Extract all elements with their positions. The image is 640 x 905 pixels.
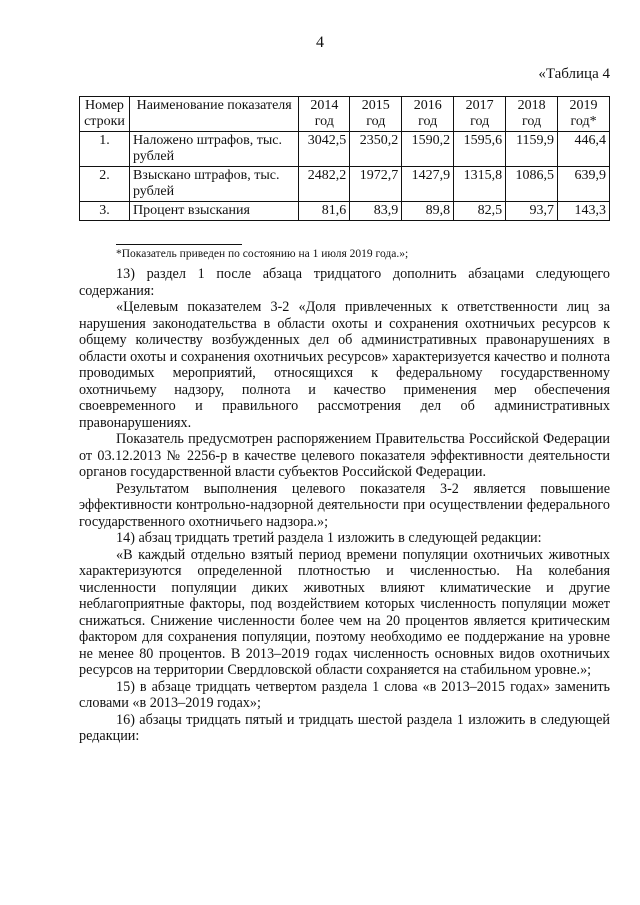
value-2019: 446,4: [558, 132, 610, 167]
value-2016: 89,8: [402, 202, 454, 221]
paragraph: «В каждый отдельно взятый период времени популяции охотничьих животных характеризуются определенной плотностью и численностью. На колебания численности популяции диких животных влияют климатические и другие неблагоприятные факторы, под воздействием которых численность популяции может снижаться. Снижение численности более чем на 20 процентов является критическим фактором для сохранения популяции, поэтому необходимо ее поддержание на уровне не менее 80 процентов. В 2013–2019 годах численность основных видов охотничьих ресурсов на территории Свердловской области сохраняется на стабильном уровне.»;: [79, 546, 610, 678]
indicator-name: Взыскано штрафов, тыс. рублей: [129, 167, 298, 202]
paragraph: 16) абзацы тридцать пятый и тридцать шестой раздела 1 изложить в следующей редакции:: [79, 711, 610, 744]
page-number: 4: [316, 34, 324, 51]
header-year-2014: 2014 год: [299, 97, 350, 132]
header-year-2016: 2016 год: [402, 97, 454, 132]
header-row-number: Номер строки: [80, 97, 130, 132]
paragraph: 14) абзац тридцать третий раздела 1 изложить в следующей редакции:: [116, 530, 542, 546]
value-2014: 3042,5: [299, 132, 350, 167]
statistics-table: [79, 96, 610, 221]
footnote: *Показатель приведен по состоянию на 1 июля 2019 года.»;: [116, 248, 409, 260]
value-2018: 93,7: [506, 202, 558, 221]
value-2017: 1315,8: [454, 167, 506, 202]
indicator-name: Процент взыскания: [129, 202, 298, 221]
value-2017: 1595,6: [454, 132, 506, 167]
indicator-name: Наложено штрафов, тыс. рублей: [129, 132, 298, 167]
table-header-row: [80, 97, 610, 132]
table-row: [80, 202, 610, 221]
paragraph: 15) в абзаце тридцать четвертом раздела 1 слова «в 2013–2015 годах» заменить словами «в 2013–2019 годах»;: [79, 678, 610, 711]
value-2015: 1972,7: [350, 167, 402, 202]
document-body: [79, 266, 610, 745]
table-caption: «Таблица 4: [538, 66, 610, 82]
value-2015: 83,9: [350, 202, 402, 221]
value-2018: 1086,5: [506, 167, 558, 202]
row-number: 2.: [80, 167, 130, 202]
value-2018: 1159,9: [506, 132, 558, 167]
value-2016: 1590,2: [402, 132, 454, 167]
value-2016: 1427,9: [402, 167, 454, 202]
header-indicator-name: Наименование показателя: [129, 97, 298, 132]
paragraph: «Целевым показателем 3-2 «Доля привлеченных к ответственности лиц за нарушения законодательства в области охоты и сохранения охотничьих ресурсов к общему количеству возбужденных дел об административных правонарушениях в области охоты и сохранения охотничьих ресурсов» характеризуется качество и полнота проводимых мероприятий, относящихся к федеральному государственному охотничьему надзору, полнота и качество применения мер обеспечения своевременного и правильного рассмотрения дел об административных правонарушениях.: [79, 299, 610, 431]
header-year-2019: 2019 год*: [558, 97, 610, 132]
row-number: 1.: [80, 132, 130, 167]
value-2015: 2350,2: [350, 132, 402, 167]
footnote-divider: [116, 244, 242, 245]
table-row: [80, 167, 610, 202]
row-number: 3.: [80, 202, 130, 221]
paragraph: 13) раздел 1 после абзаца тридцатого дополнить абзацами следующего содержания:: [79, 266, 610, 299]
header-year-2015: 2015 год: [350, 97, 402, 132]
header-year-2017: 2017 год: [454, 97, 506, 132]
paragraph: Показатель предусмотрен распоряжением Правительства Российской Федерации от 03.12.2013 № 2256-р в качестве целевого показателя эффективности деятельности органов государственной власти субъектов Российской Федерации.: [79, 431, 610, 480]
table-row: [80, 132, 610, 167]
header-year-2018: 2018 год: [506, 97, 558, 132]
value-2019: 143,3: [558, 202, 610, 221]
value-2019: 639,9: [558, 167, 610, 202]
value-2014: 2482,2: [299, 167, 350, 202]
paragraph: Результатом выполнения целевого показателя 3-2 является повышение эффективности контрольно-надзорной деятельности при осуществлении федерального государственного охотничьего надзора.»;: [79, 480, 610, 530]
value-2017: 82,5: [454, 202, 506, 221]
value-2014: 81,6: [299, 202, 350, 221]
